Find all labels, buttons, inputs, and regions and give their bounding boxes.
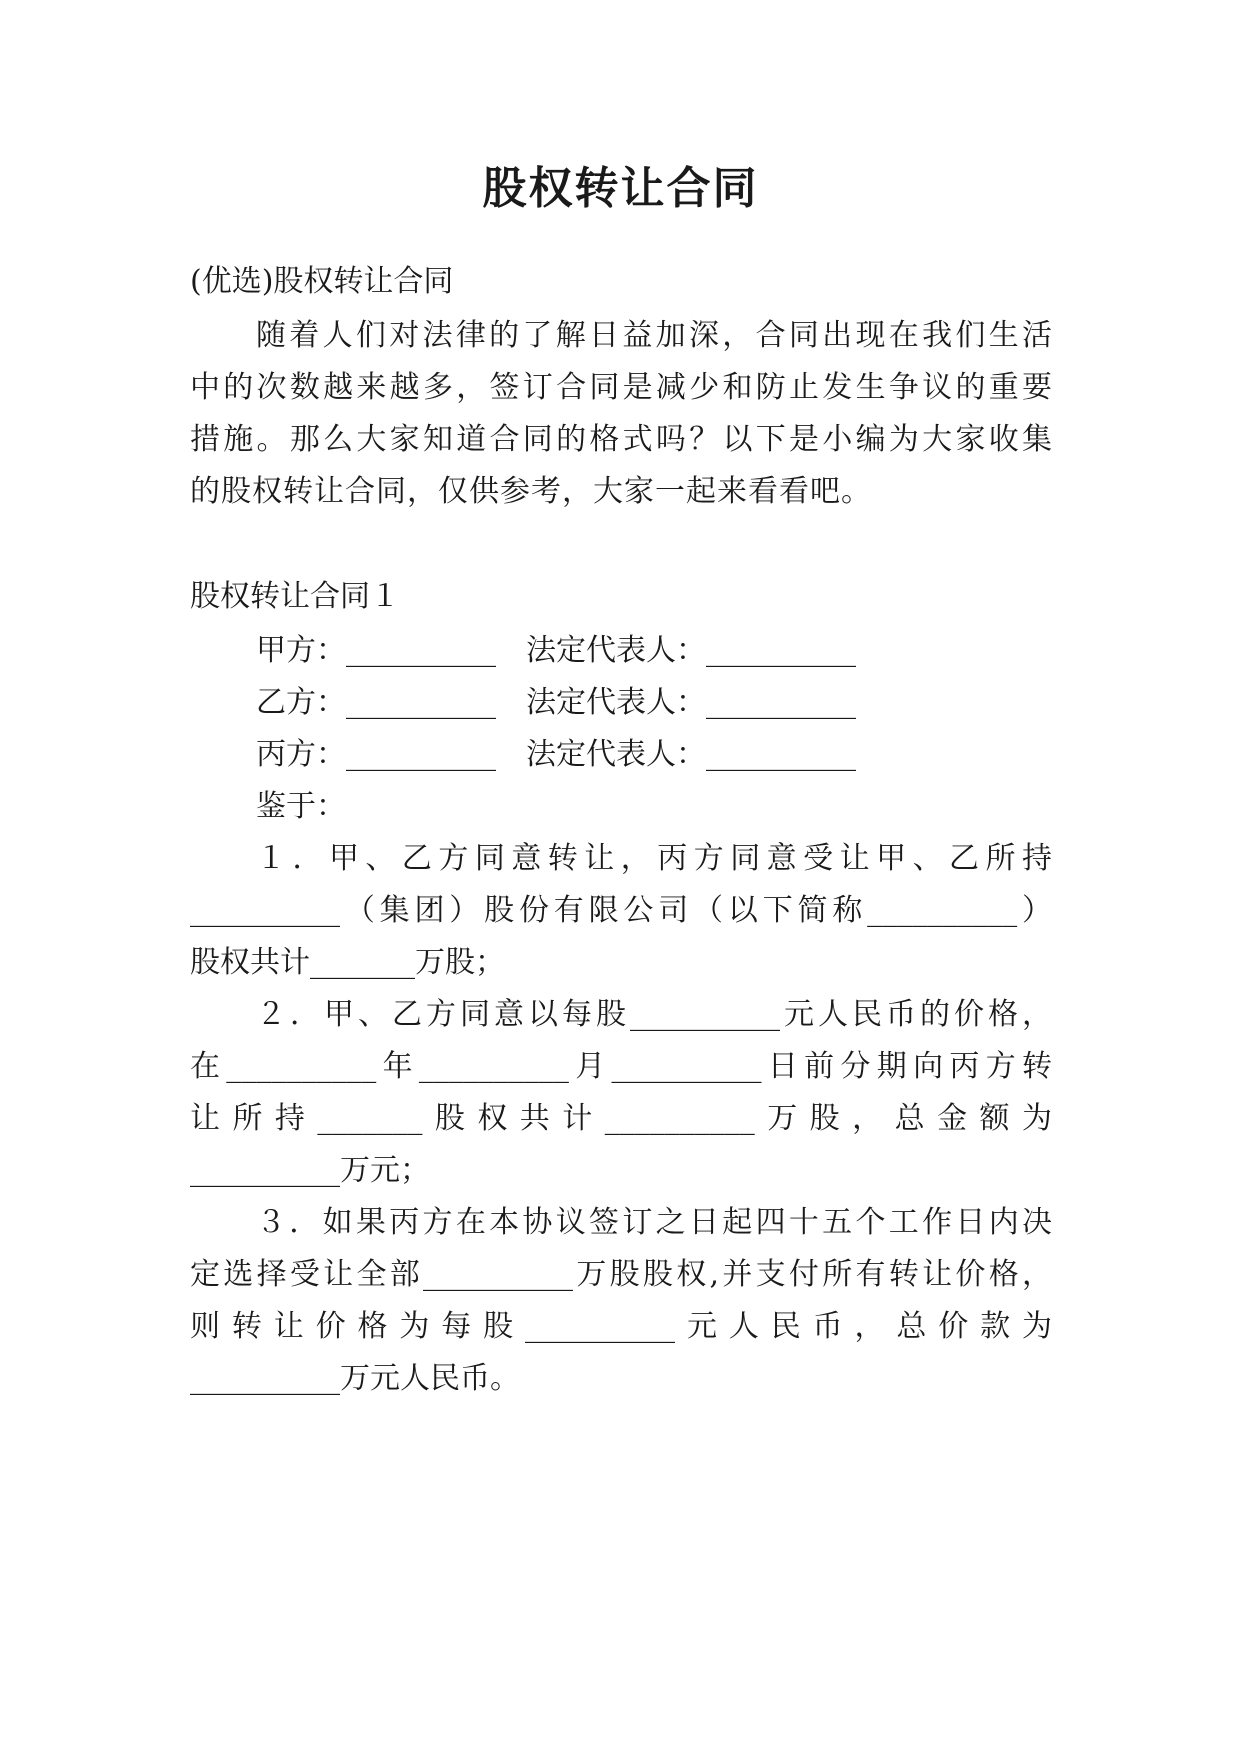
party-line: 乙方：__________ 法定代表人：__________ bbox=[256, 685, 856, 720]
clause-line: 在__________年__________月__________日前分期向丙方转 bbox=[190, 1049, 1052, 1084]
party-line: 丙方：__________ 法定代表人：__________ bbox=[256, 737, 856, 772]
clause-line: ２．甲、乙方同意以每股__________元人民币的价格， bbox=[256, 997, 1052, 1032]
clause-line: 股权共计_______万股； bbox=[190, 945, 505, 980]
clause-line: ３．如果丙方在本协议签订之日起四十五个工作日内决 bbox=[256, 1205, 1052, 1240]
clause-line: １．甲、乙方同意转让，丙方同意受让甲、乙所持 bbox=[256, 841, 1052, 876]
clause-line: 定选择受让全部__________万股股权,并支付所有转让价格， bbox=[190, 1257, 1052, 1292]
clause-line: 让所持_______股权共计__________万股，总金额为 bbox=[190, 1101, 1052, 1136]
intro-heading: (优选)股权转让合同 bbox=[190, 264, 454, 299]
clause-line: 则转让价格为每股__________元人民币，总价款为 bbox=[190, 1309, 1052, 1344]
clause-line: __________万元人民币。 bbox=[190, 1361, 520, 1396]
document-title: 股权转让合同 bbox=[482, 163, 759, 214]
intro-line: 的股权转让合同，仅供参考，大家一起来看看吧。 bbox=[190, 474, 872, 509]
whereas-label: 鉴于： bbox=[256, 789, 346, 824]
contract-heading: 股权转让合同１ bbox=[190, 579, 400, 614]
clause-line: __________（集团）股份有限公司（以下简称__________） bbox=[190, 893, 1052, 928]
intro-line: 随着人们对法律的了解日益加深，合同出现在我们生活 bbox=[256, 318, 1052, 353]
intro-line: 中的次数越来越多，签订合同是减少和防止发生争议的重要 bbox=[190, 370, 1052, 405]
intro-line: 措施。那么大家知道合同的格式吗？以下是小编为大家收集 bbox=[190, 422, 1052, 457]
party-line: 甲方：__________ 法定代表人：__________ bbox=[256, 633, 856, 668]
clause-line: __________万元； bbox=[190, 1153, 430, 1188]
